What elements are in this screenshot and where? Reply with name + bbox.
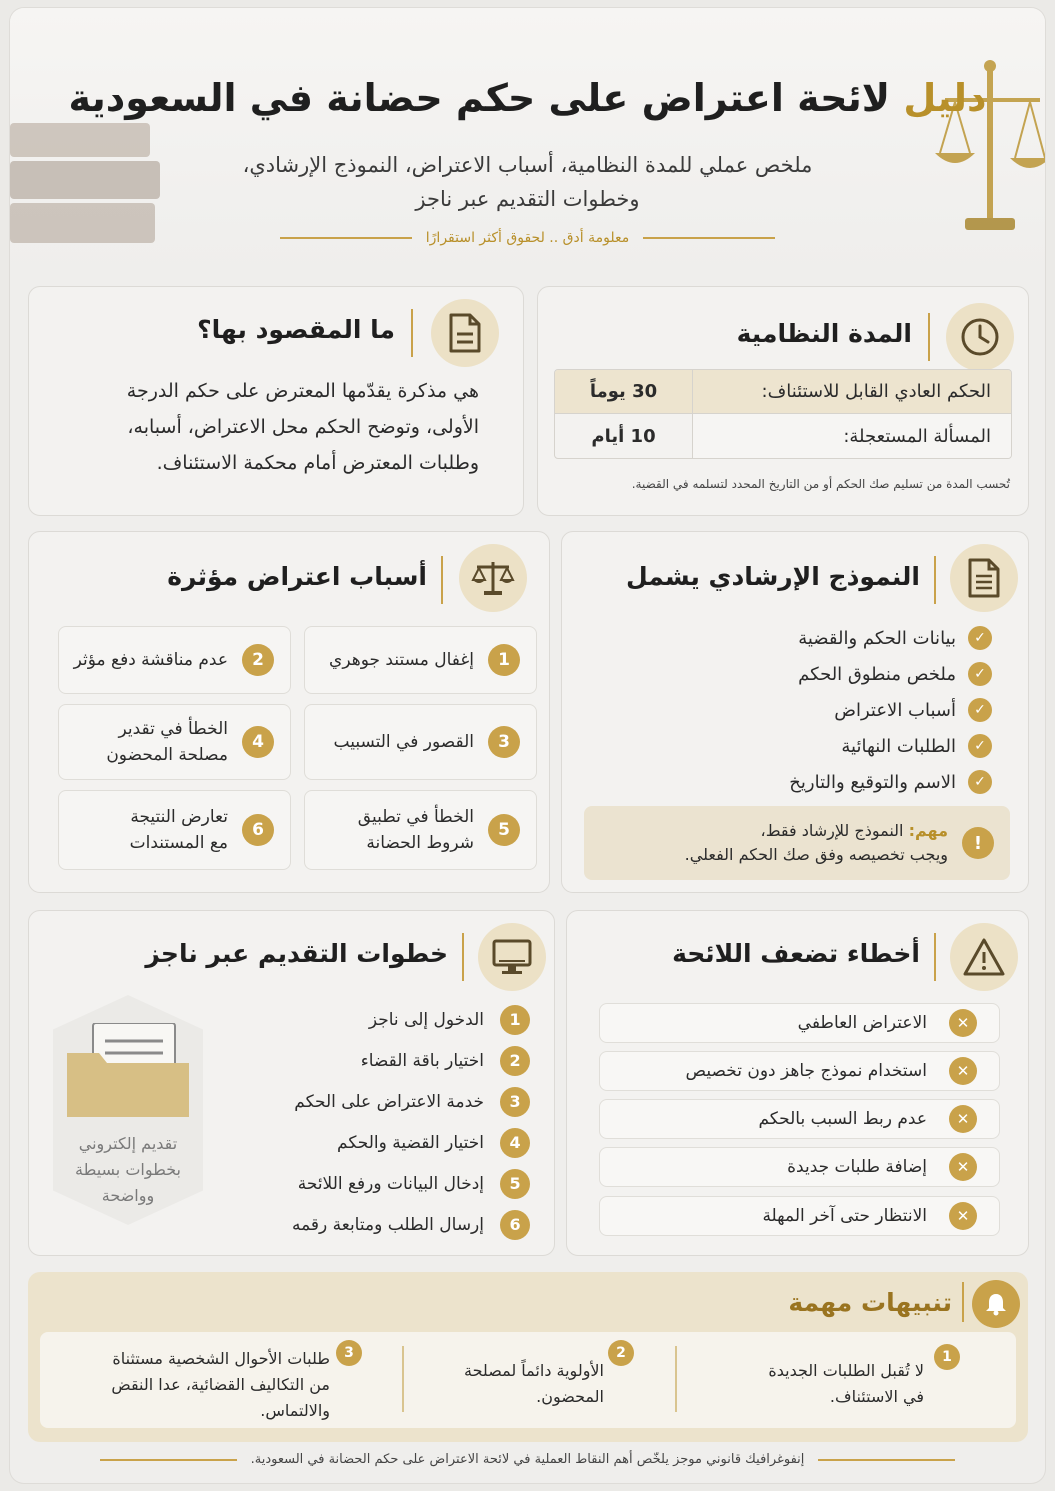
side-caption: تقديم إلكتروني بخطوات بسيطة وواضحة: [74, 1134, 182, 1205]
number-badge: 3: [488, 726, 520, 758]
title-bar: [928, 313, 930, 361]
definition-title: ما المقصود بها؟: [197, 315, 395, 344]
tagline: معلومة أدق .. لحقوق أكثر استقرارًا: [425, 230, 630, 246]
scales-icon: [459, 544, 527, 612]
step-item: 5 إدخال البيانات ورفع اللائحة: [292, 1163, 530, 1204]
x-icon: ✕: [949, 1105, 977, 1133]
title-bar: [934, 556, 936, 604]
infographic-page: [10, 8, 1045, 1483]
document-icon: [431, 299, 499, 367]
alerts-panel: [28, 1272, 1028, 1442]
steps-card: [28, 910, 555, 1256]
reason-item: 6 تعارض النتيجة مع المستندات: [58, 790, 291, 870]
alert-text: لا تُقبل الطلبات الجديدة في الاستئناف.: [768, 1361, 924, 1406]
title-bar: [962, 1282, 964, 1322]
number-badge: 2: [608, 1340, 634, 1366]
footer: [100, 1452, 955, 1467]
title-bar: [411, 309, 413, 357]
mistakes-card: [566, 910, 1029, 1256]
folder-icon: [67, 1023, 191, 1119]
check-icon: ✓: [968, 770, 992, 794]
reason-item: 4 الخطأ في تقدير مصلحة المحضون: [58, 704, 291, 780]
number-badge: 3: [336, 1340, 362, 1366]
step-item: 2 اختيار باقة القضاء: [292, 1040, 530, 1081]
x-icon: ✕: [949, 1202, 977, 1230]
x-icon: ✕: [949, 1153, 977, 1181]
check-icon: ✓: [968, 626, 992, 650]
alerts-title: تنبيهات مهمة: [788, 1288, 952, 1317]
number-badge: 2: [500, 1046, 530, 1076]
divider: [402, 1346, 404, 1412]
period-value: 10 أيام: [555, 414, 693, 458]
period-row: [555, 414, 1011, 458]
number-badge: 4: [500, 1128, 530, 1158]
number-badge: 1: [500, 1005, 530, 1035]
period-label: الحكم العادي القابل للاستئناف:: [693, 370, 1011, 413]
title-bar: [462, 933, 464, 981]
list-item: ✓ ملخص منطوق الحكم: [789, 656, 992, 692]
divider: [643, 237, 775, 239]
check-icon: ✓: [968, 662, 992, 686]
mistake-item: ✕ الانتظار حتى آخر المهلة: [599, 1196, 1000, 1236]
list-item: ✓ أسباب الاعتراض: [789, 692, 992, 728]
mistake-item: ✕ عدم ربط السبب بالحكم: [599, 1099, 1000, 1139]
alert-text: الأولوية دائماً لمصلحة المحضون.: [464, 1361, 604, 1406]
number-badge: 6: [500, 1210, 530, 1240]
number-badge: 6: [242, 814, 274, 846]
list-item: ✓ بيانات الحكم والقضية: [789, 620, 992, 656]
page-title: دليل لائحة اعتراض على حكم حضانة في السعودية: [68, 76, 987, 120]
period-title: المدة النظامية: [736, 319, 912, 348]
x-icon: ✕: [949, 1009, 977, 1037]
divider: [100, 1459, 237, 1461]
number-badge: 1: [934, 1344, 960, 1370]
alert-text: طلبات الأحوال الشخصية مستثناة من التكاليف القضائية، عدا النقض والالتماس.: [111, 1349, 330, 1420]
check-icon: ✓: [968, 734, 992, 758]
exclamation-icon: !: [962, 827, 994, 859]
steps-list: [292, 999, 530, 1245]
step-item: 6 إرسال الطلب ومتابعة رقمه: [292, 1204, 530, 1245]
tagline-row: [280, 230, 775, 246]
notice-text: مهم: النموذج للإرشاد فقط، ويجب تخصيصه وفق صك الحكم الفعلي.: [684, 821, 948, 864]
reasons-title: أسباب اعتراض مؤثرة: [167, 562, 427, 591]
mistake-item: ✕ إضافة طلبات جديدة: [599, 1147, 1000, 1187]
bell-icon: [972, 1280, 1020, 1328]
number-badge: 3: [500, 1087, 530, 1117]
list-item: ✓ الاسم والتوقيع والتاريخ: [789, 764, 992, 800]
mistake-item: ✕ الاعتراض العاطفي: [599, 1003, 1000, 1043]
title-bar: [441, 556, 443, 604]
number-badge: 1: [488, 644, 520, 676]
number-badge: 5: [488, 814, 520, 846]
number-badge: 5: [500, 1169, 530, 1199]
reasons-card: [28, 531, 550, 893]
period-value: 30 يوماً: [555, 370, 693, 413]
divider: [675, 1346, 677, 1412]
title-bar: [934, 933, 936, 981]
footer-text: إنفوغرافيك قانوني موجز يلخّص أهم النقاط العملية في لائحة الاعتراض على حكم الحضانة في السعودية.: [250, 1452, 805, 1467]
x-icon: ✕: [949, 1057, 977, 1085]
clock-icon: [946, 303, 1014, 371]
monitor-icon: [478, 923, 546, 991]
document-lines-icon: [950, 544, 1018, 612]
reason-item: 5 الخطأ في تطبيق شروط الحضانة: [304, 790, 537, 870]
period-note: تُحسب المدة من تسليم صك الحكم أو من التاريخ المحدد لتسلمه في القضية.: [631, 477, 1010, 491]
reason-item: 1 إغفال مستند جوهري: [304, 626, 537, 694]
alerts-list: [40, 1332, 1016, 1428]
period-label: المسألة المستعجلة:: [693, 414, 1011, 458]
divider: [280, 237, 412, 239]
mistake-item: ✕ استخدام نموذج جاهز دون تخصيص: [599, 1051, 1000, 1091]
reason-item: 3 القصور في التسبيب: [304, 704, 537, 780]
important-notice: [584, 806, 1010, 880]
number-badge: 2: [242, 644, 274, 676]
period-table: [554, 369, 1012, 459]
step-item: 1 الدخول إلى ناجز: [292, 999, 530, 1040]
list-item: ✓ الطلبات النهائية: [789, 728, 992, 764]
definition-card: [28, 286, 524, 516]
template-checklist: [789, 620, 992, 800]
template-card: [561, 531, 1029, 893]
header: [10, 8, 1045, 273]
books-decoration: [10, 103, 160, 263]
page-subtitle: ملخص عملي للمدة النظامية، أسباب الاعتراض، النموذج الإرشادي، وخطوات التقديم عبر ناجز: [242, 153, 813, 211]
definition-text: هي مذكرة يقدّمها المعترض على حكم الدرجة الأولى، وتوضح الحكم محل الاعتراض، أسبابه، وطلبات المعترض أمام محكمة الاستئناف.: [126, 380, 479, 474]
step-item: 3 خدمة الاعتراض على الحكم: [292, 1081, 530, 1122]
period-card: [537, 286, 1029, 516]
step-item: 4 اختيار القضية والحكم: [292, 1122, 530, 1163]
period-row: [555, 370, 1011, 414]
mistakes-title: أخطاء تضعف اللائحة: [672, 939, 920, 968]
reason-item: 2 عدم مناقشة دفع مؤثر: [58, 626, 291, 694]
warning-icon: [950, 923, 1018, 991]
check-icon: ✓: [968, 698, 992, 722]
template-title: النموذج الإرشادي يشمل: [625, 562, 920, 591]
divider: [818, 1459, 955, 1461]
steps-title: خطوات التقديم عبر ناجز: [145, 939, 448, 968]
number-badge: 4: [242, 726, 274, 758]
